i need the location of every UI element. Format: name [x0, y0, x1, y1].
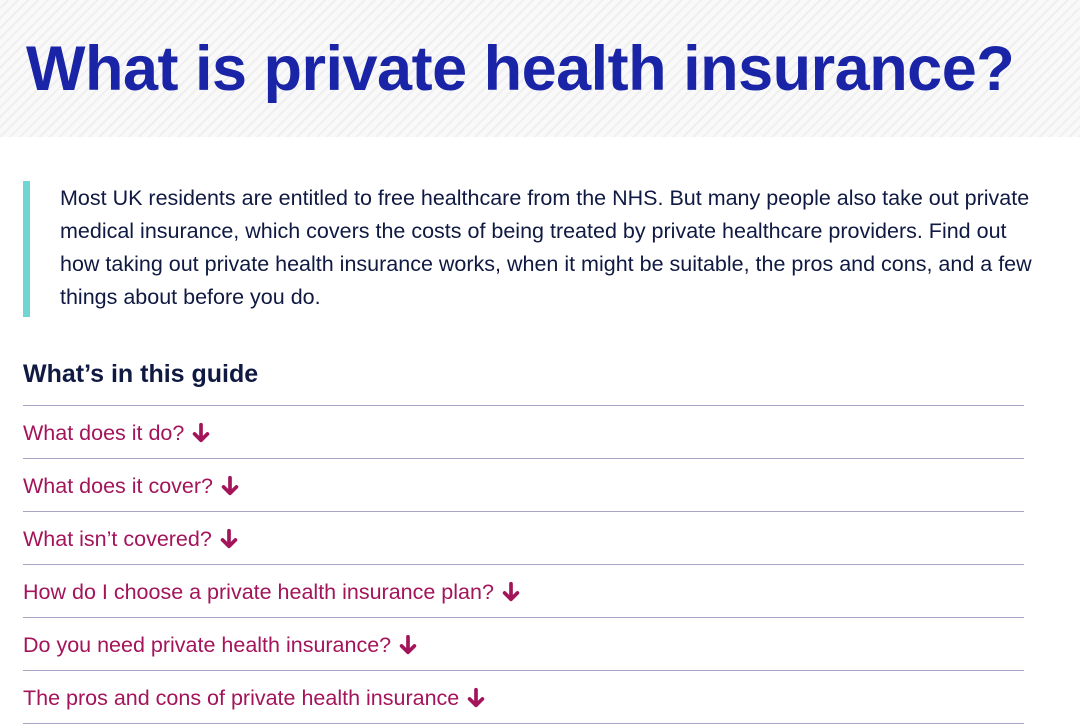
- guide-link-what-does-it-cover[interactable]: [23, 474, 241, 499]
- arrow-down-icon: [500, 581, 522, 603]
- list-item: [23, 512, 1024, 565]
- list-item: [23, 565, 1024, 618]
- guide-contents-list: [23, 405, 1024, 724]
- guide-link-pros-and-cons[interactable]: [23, 686, 487, 711]
- arrow-down-icon: [218, 528, 240, 550]
- guide-heading: What’s in this guide: [23, 360, 259, 388]
- arrow-down-icon: [219, 475, 241, 497]
- guide-link-label: Do you need private health insurance?: [23, 632, 392, 657]
- guide-link-label: What isn’t covered?: [23, 526, 212, 551]
- guide-link-label: How do I choose a private health insurance plan?: [23, 579, 494, 604]
- guide-link-label: What does it do?: [23, 420, 185, 445]
- arrow-down-icon: [190, 422, 212, 444]
- guide-link-what-isnt-covered[interactable]: [23, 527, 240, 552]
- guide-link-what-does-it-do[interactable]: [23, 421, 212, 446]
- page-title: What is private health insurance?: [26, 34, 1015, 104]
- list-item: [23, 406, 1024, 459]
- guide-link-label: The pros and cons of private health insurance: [23, 685, 460, 710]
- guide-link-do-you-need[interactable]: [23, 633, 419, 658]
- intro-text: Most UK residents are entitled to free healthcare from the NHS. But many people also take out private medical insurance, which covers the costs of being treated by private healthcare providers. Find out how taking out private health insurance works, when it might be suitable, the pros and cons, and a few things about before you do.: [60, 186, 1032, 309]
- guide-link-label: What does it cover?: [23, 473, 214, 498]
- intro-callout: [23, 181, 1033, 317]
- arrow-down-icon: [397, 634, 419, 656]
- page-header: [0, 0, 1080, 137]
- list-item: [23, 618, 1024, 671]
- list-item: [23, 671, 1024, 724]
- list-item: [23, 459, 1024, 512]
- guide-link-choose-plan[interactable]: [23, 580, 522, 605]
- arrow-down-icon: [465, 687, 487, 709]
